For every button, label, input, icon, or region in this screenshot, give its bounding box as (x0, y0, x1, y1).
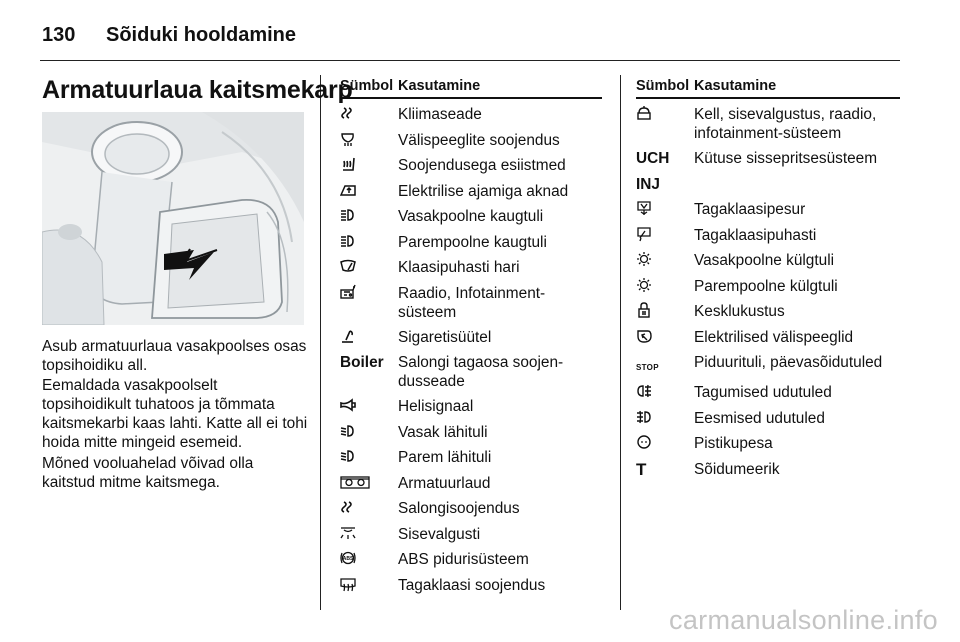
socket-icon (636, 434, 652, 450)
usage-text: Helisignaal (398, 398, 474, 415)
paragraph: Mõned vooluahelad võivad olla kaitstud mitme kaitsmega. (42, 455, 254, 491)
high-beam-right-icon (340, 233, 356, 249)
column-header-usage: Kasutamine (694, 78, 777, 94)
table-row (340, 227, 602, 253)
usage-text: Välispeeglite soojendus (398, 131, 560, 149)
table-row (636, 296, 900, 322)
usage-text: Kliimaseade (398, 106, 482, 123)
clock-lighting-icon (636, 105, 652, 121)
watermark: carmanualsonline.info (669, 605, 938, 635)
table-row (340, 442, 602, 468)
table-row (340, 201, 602, 227)
fuse-table-right (636, 78, 900, 479)
usage-text: Vasakpoolne kaugtuli (398, 208, 544, 225)
table-row (340, 519, 602, 545)
instrument-panel-icon (340, 474, 370, 490)
usage-text: Armatuurlaud (398, 474, 491, 492)
table-row (340, 493, 602, 519)
usage-text: Salongisoojendus (398, 500, 520, 517)
usage-text: Piduurituli, päevasõidutuled (694, 354, 883, 371)
usage-text: Tagaklaasipesur (694, 201, 806, 218)
usage-text: Soojendusega esiistmed (398, 157, 566, 174)
page-number: 130 (42, 23, 76, 46)
symbol-text: UCH (636, 150, 670, 167)
side-light-left-icon (636, 251, 652, 267)
column-divider (620, 75, 621, 610)
table-row (636, 377, 900, 403)
column-divider (320, 75, 321, 610)
table-header (636, 78, 900, 99)
low-beam-right-icon (340, 448, 356, 464)
usage-text: Parem lähituli (398, 449, 492, 466)
usage-text: Eesmised udutuled (694, 409, 825, 427)
usage-text: Vasak lähituli (398, 423, 488, 441)
seat-heating-icon (340, 156, 356, 172)
side-light-right-icon (636, 277, 652, 293)
usage-text: Elektrilised välispeeglid (694, 328, 854, 346)
table-row (340, 278, 602, 322)
table-row (340, 347, 602, 391)
table-row (340, 125, 602, 151)
table-row (340, 544, 602, 570)
section-title: Armatuurlaua kaitsmekarp (42, 76, 353, 104)
symbol-text: Boiler (340, 354, 384, 371)
chapter-title: Sõiduki hooldamine (106, 23, 297, 46)
usage-text: Tagaklaasipuhasti (694, 226, 817, 244)
climate-icon (340, 105, 356, 121)
usage-text (694, 175, 900, 195)
usage-text: Kell, sisevalgustus, raadio, infotainment-süsteem (694, 106, 877, 142)
table-row (340, 391, 602, 417)
column-header-symbol: Sümbol (636, 78, 690, 94)
usage-text: Elektrilise ajamiga aknad (398, 182, 569, 200)
table-row (636, 143, 900, 169)
usage-text: Pistikupesa (694, 435, 773, 452)
table-row (340, 150, 602, 176)
table-row (340, 99, 602, 125)
header-rule (40, 60, 900, 61)
wiper-blade-icon (340, 258, 356, 274)
column-header-usage: Kasutamine (398, 78, 481, 94)
electric-mirror-icon (636, 328, 652, 344)
table-header (340, 78, 602, 99)
usage-text: Sigaretisüütel (398, 328, 492, 346)
central-lock-icon (636, 302, 652, 318)
interior-heating-icon (340, 499, 356, 515)
cigarette-lighter-icon (340, 328, 356, 344)
table-row (636, 99, 900, 143)
table-row (636, 403, 900, 429)
svg-text:ABS: ABS (342, 556, 354, 562)
table-row (340, 252, 602, 278)
table-row (636, 220, 900, 246)
usage-text: Sisevalgusti (398, 525, 481, 543)
paragraph: Eemaldada vasakpoolselt topsihoidikult tuhatoos ja tõmmata kaitsmekarbi kaas lahti. Katte all ei tohi hoida mitte mingeid esemeid. (42, 377, 308, 451)
fuse-table-left (340, 78, 602, 595)
usage-text: Parempoolne kaugtuli (398, 233, 547, 251)
abs-icon (340, 550, 356, 566)
low-beam-left-icon (340, 423, 356, 439)
table-row (636, 454, 900, 480)
rear-wiper-icon (636, 226, 652, 242)
usage-text: Klaasipuhasti hari (398, 259, 520, 276)
usage-text: Salongi tagaosa soojen-dusseade (398, 354, 564, 390)
usage-text: Tagumised udutuled (694, 384, 832, 401)
page-header (42, 20, 296, 50)
table-row (340, 570, 602, 596)
usage-text: Parempoolne külgtuli (694, 277, 838, 295)
rear-fog-light-icon (636, 383, 652, 399)
fuse-box-illustration (42, 112, 304, 325)
symbol-text: T (636, 459, 647, 479)
usage-text: ABS pidurisüsteem (398, 551, 529, 568)
horn-icon (340, 397, 356, 413)
front-fog-light-icon (636, 409, 652, 425)
radio-icon (340, 284, 356, 300)
table-row (636, 322, 900, 348)
mirror-heating-icon (340, 131, 356, 147)
table-row (636, 347, 900, 377)
table-row (340, 176, 602, 202)
usage-text: Raadio, Infotainment-süsteem (398, 284, 546, 321)
usage-text: Tagaklaasi soojendus (398, 576, 546, 594)
column-header-symbol: Sümbol (340, 78, 394, 94)
interior-light-icon (340, 525, 356, 541)
usage-text: Vasakpoolne külgtuli (694, 252, 835, 269)
table-row (636, 169, 900, 195)
usage-text: Sõidumeerik (694, 460, 780, 478)
table-row (340, 417, 602, 443)
symbol-text: INJ (636, 175, 660, 193)
table-row (636, 245, 900, 271)
stop-symbol: STOP (636, 363, 659, 372)
usage-text: Kesklukustus (694, 303, 785, 320)
table-row (340, 322, 602, 348)
rear-washer-icon (636, 200, 652, 216)
table-row (340, 468, 602, 494)
rear-window-heating-icon (340, 576, 356, 592)
high-beam-left-icon (340, 207, 356, 223)
table-row (636, 428, 900, 454)
usage-text: Kütuse sissepritsesüsteem (694, 150, 878, 167)
paragraph: Asub armatuurlaua vasakpoolses osas topsihoidiku all. (42, 338, 307, 374)
power-window-icon (340, 182, 356, 198)
table-row (636, 271, 900, 297)
table-row (636, 194, 900, 220)
